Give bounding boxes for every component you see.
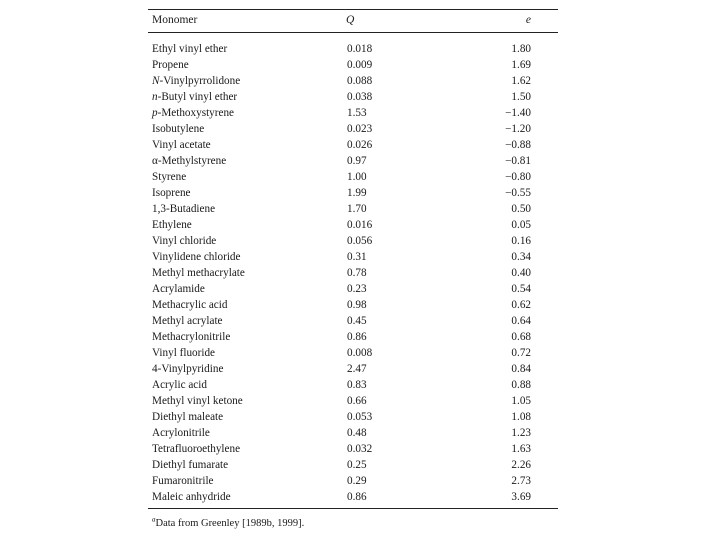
e-value-cell: 1.63 [511,443,531,455]
monomer-cell: Methyl acrylate [152,315,223,327]
q-value-cell: 0.98 [347,299,367,311]
monomer-cell: Ethylene [152,219,192,231]
e-value-cell: 0.62 [511,299,531,311]
table-row [148,57,558,73]
table-row [148,329,558,345]
q-value-cell: 0.026 [347,139,373,151]
q-value-cell: 0.016 [347,219,373,231]
monomer-cell: Styrene [152,171,187,183]
monomer-cell: 1,3-Butadiene [152,203,216,215]
e-value-cell: 0.05 [511,219,531,231]
table-row [148,345,558,361]
table-row [148,441,558,457]
e-value-cell: 1.08 [511,411,531,423]
e-value-cell: 1.62 [511,75,531,87]
q-value-cell: 0.032 [347,443,373,455]
header-q: Q [346,14,355,26]
monomer-cell: Vinyl chloride [152,235,217,247]
table-row [148,297,558,313]
table-row [148,153,558,169]
monomer-cell: Vinyl acetate [152,139,211,151]
q-value-cell: 0.009 [347,59,373,71]
header-monomer: Monomer [152,14,198,26]
q-value-cell: 0.29 [347,475,367,487]
e-value-cell: −1.40 [505,107,531,119]
table-row [148,121,558,137]
e-value-cell: 1.23 [511,427,531,439]
monomer-cell: Ethyl vinyl ether [152,43,228,55]
q-value-cell: 0.78 [347,267,367,279]
e-value-cell: 1.69 [511,59,531,71]
q-value-cell: 0.48 [347,427,367,439]
q-value-cell: 1.70 [347,203,367,215]
table-row [148,217,558,233]
table-row [148,489,558,505]
footnote-marker: a [152,515,156,524]
q-value-cell: 1.99 [347,187,367,199]
e-value-cell: 2.26 [511,459,531,471]
e-value-cell: −0.80 [505,171,531,183]
e-value-cell: 1.80 [511,43,531,55]
monomer-cell: Methyl methacrylate [152,267,245,279]
table-row [148,89,558,105]
monomer-cell: Methacrylonitrile [152,331,231,343]
e-value-cell: −0.88 [505,139,531,151]
table-row [148,393,558,409]
table-header-row [148,10,558,32]
e-value-cell: 0.68 [511,331,531,343]
q-value-cell: 0.86 [347,491,367,503]
table-row [148,265,558,281]
table-bottom-rule [148,508,558,509]
table-row [148,105,558,121]
monomer-cell: Propene [152,59,189,71]
q-e-values-table [148,9,558,529]
monomer-cell: Methacrylic acid [152,299,228,311]
e-value-cell: −0.81 [505,155,531,167]
table-row [148,409,558,425]
table-row [148,313,558,329]
q-value-cell: 0.97 [347,155,367,167]
q-value-cell: 2.47 [347,363,367,375]
table-row [148,169,558,185]
monomer-cell: Maleic anhydride [152,491,231,503]
table-row [148,41,558,57]
header-e: e [525,14,531,26]
q-value-cell: 0.83 [347,379,367,391]
e-value-cell: 0.40 [511,267,531,279]
q-value-cell: 1.00 [347,171,367,183]
e-value-cell: −1.20 [505,123,531,135]
monomer-cell: Fumaronitrile [152,475,214,487]
monomer-cell: Acrylamide [152,283,205,295]
monomer-cell: α-Methylstyrene [152,155,227,167]
q-value-cell: 0.66 [347,395,367,407]
monomer-cell: Diethyl fumarate [152,459,229,471]
table-row [148,249,558,265]
table-footnote [148,515,558,529]
table-row [148,281,558,297]
monomer-cell: Isobutylene [152,123,205,135]
monomer-cell: Acrylonitrile [152,427,210,439]
e-value-cell: 0.50 [511,203,531,215]
table-row [148,457,558,473]
monomer-cell: Diethyl maleate [152,411,224,423]
e-value-cell: 0.34 [511,251,531,263]
q-value-cell: 0.45 [347,315,367,327]
monomer-cell: Tetrafluoroethylene [152,443,241,455]
e-value-cell: 0.84 [511,363,531,375]
e-value-cell: −0.55 [505,187,531,199]
table-row [148,185,558,201]
e-value-cell: 2.73 [511,475,531,487]
table-header-rule [148,32,558,33]
table-row [148,73,558,89]
q-value-cell: 1.53 [347,107,367,119]
monomer-cell: Vinyl fluoride [152,347,216,359]
q-value-cell: 0.038 [347,91,373,103]
e-value-cell: 1.05 [511,395,531,407]
table-row [148,425,558,441]
e-value-cell: 1.50 [511,91,531,103]
q-value-cell: 0.053 [347,411,373,423]
table-row [148,377,558,393]
q-value-cell: 0.25 [347,459,367,471]
q-value-cell: 0.018 [347,43,373,55]
monomer-cell: Isoprene [152,187,191,199]
e-value-cell: 0.16 [511,235,531,247]
table-row [148,361,558,377]
monomer-cell: 4-Vinylpyridine [152,363,224,375]
table-row [148,201,558,217]
monomer-cell: Vinylidene chloride [152,251,241,263]
monomer-cell: n-Butyl vinyl ether [152,91,238,103]
q-value-cell: 0.023 [347,123,373,135]
q-value-cell: 0.088 [347,75,373,87]
e-value-cell: 0.54 [511,283,531,295]
monomer-cell: N-Vinylpyrrolidone [152,75,241,87]
monomer-cell: p-Methoxystyrene [152,107,235,119]
e-value-cell: 0.88 [511,379,531,391]
q-value-cell: 0.23 [347,283,367,295]
e-value-cell: 0.64 [511,315,531,327]
monomer-cell: Acrylic acid [152,379,207,391]
q-value-cell: 0.86 [347,331,367,343]
e-value-cell: 0.72 [511,347,531,359]
monomer-cell: Methyl vinyl ketone [152,395,243,407]
q-value-cell: 0.056 [347,235,373,247]
q-value-cell: 0.31 [347,251,367,263]
table-row [148,233,558,249]
footnote-text: Data from Greenley [1989b, 1999]. [155,518,305,529]
q-value-cell: 0.008 [347,347,373,359]
e-value-cell: 3.69 [511,491,531,503]
table-body [148,41,558,505]
table-row [148,473,558,489]
table-row [148,137,558,153]
